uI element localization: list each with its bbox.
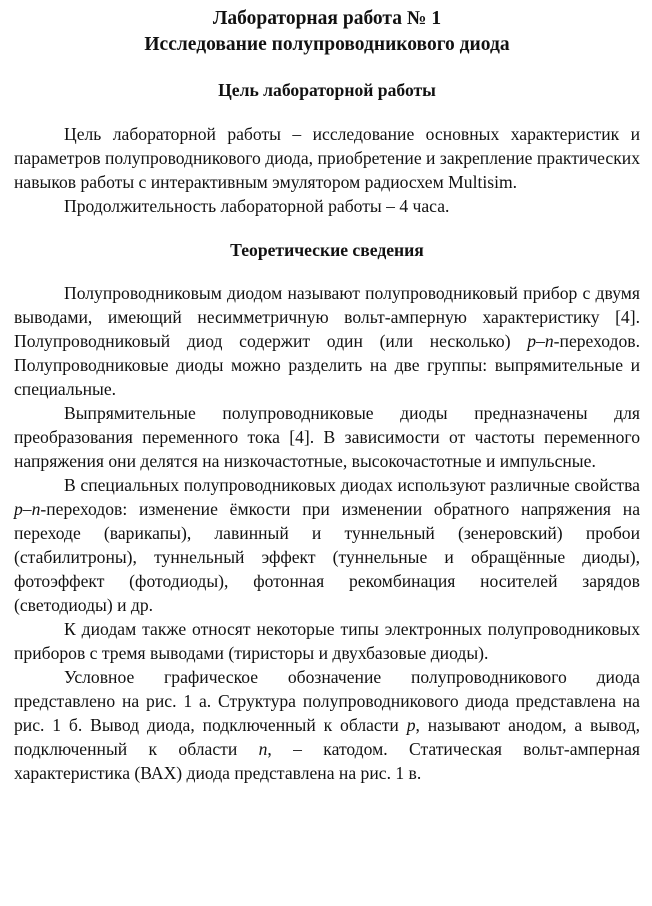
goal-section-body: [14, 122, 640, 218]
p-italic: p: [406, 715, 416, 735]
paragraph: Условное графическое обозначение полупроводникового диода представлено на рис. 1 а. Структура полупроводникового диода представлена на рис. 1 б. Вывод диода, подключенный к области p, называют анодом, а вывод, подключенный к области n, – катодом. Статическая вольт-амперная характеристика (ВАХ) диода представлена на рис. 1 в.: [14, 667, 640, 783]
paragraph: В специальных полупроводниковых диодах используют различные свойства p–n-переходов: изменение ёмкости при изменении обратного напряжения на переходе (варикапы), лавинный и туннельный (зенеровский) пробои (стабилитроны), туннельный эффект (туннельные и обращённые диоды), фотоэффект (фотодиоды), фотонная рекомбинация носителей зарядов (светодиоды) и др.: [14, 475, 640, 615]
document-title: [14, 6, 640, 58]
n-italic: n: [258, 739, 268, 759]
title-line-2: Исследование полупроводникового диода: [144, 34, 510, 55]
section-heading-theory: Теоретические сведения: [230, 240, 424, 260]
paragraph: Цель лабораторной работы – исследование основных характеристик и параметров полупроводникового диода, приобретение и закрепление практических навыков работы с интерактивным эмулятором радиосхем Multisim.: [14, 124, 640, 192]
paragraph: Продолжительность лабораторной работы – 4 часа.: [64, 196, 450, 216]
theory-section-body: [14, 281, 640, 785]
title-line-1: Лабораторная работа № 1: [212, 8, 442, 29]
pn-italic: p–n: [14, 499, 41, 519]
pn-italic: p–n: [527, 331, 554, 351]
paragraph: Выпрямительные полупроводниковые диоды предназначены для преобразования переменного тока [4]. В зависимости от частоты переменного напряжения они делятся на низкочастотные, высокочастотные и импульсные.: [14, 403, 640, 471]
paragraph: К диодам также относят некоторые типы электронных полупроводниковых приборов с тремя выводами (тиристоры и двухбазовые диоды).: [14, 619, 640, 663]
section-heading-goal: Цель лабораторной работы: [218, 80, 436, 100]
paragraph: Полупроводниковым диодом называют полупроводниковый прибор с двумя выводами, имеющий несимметричную вольт-амперную характеристику [4]. Полупроводниковый диод содержит один (или несколько) p–n-переходов. Полупроводниковые диоды можно разделить на две группы: выпрямительные и специальные.: [14, 283, 640, 399]
